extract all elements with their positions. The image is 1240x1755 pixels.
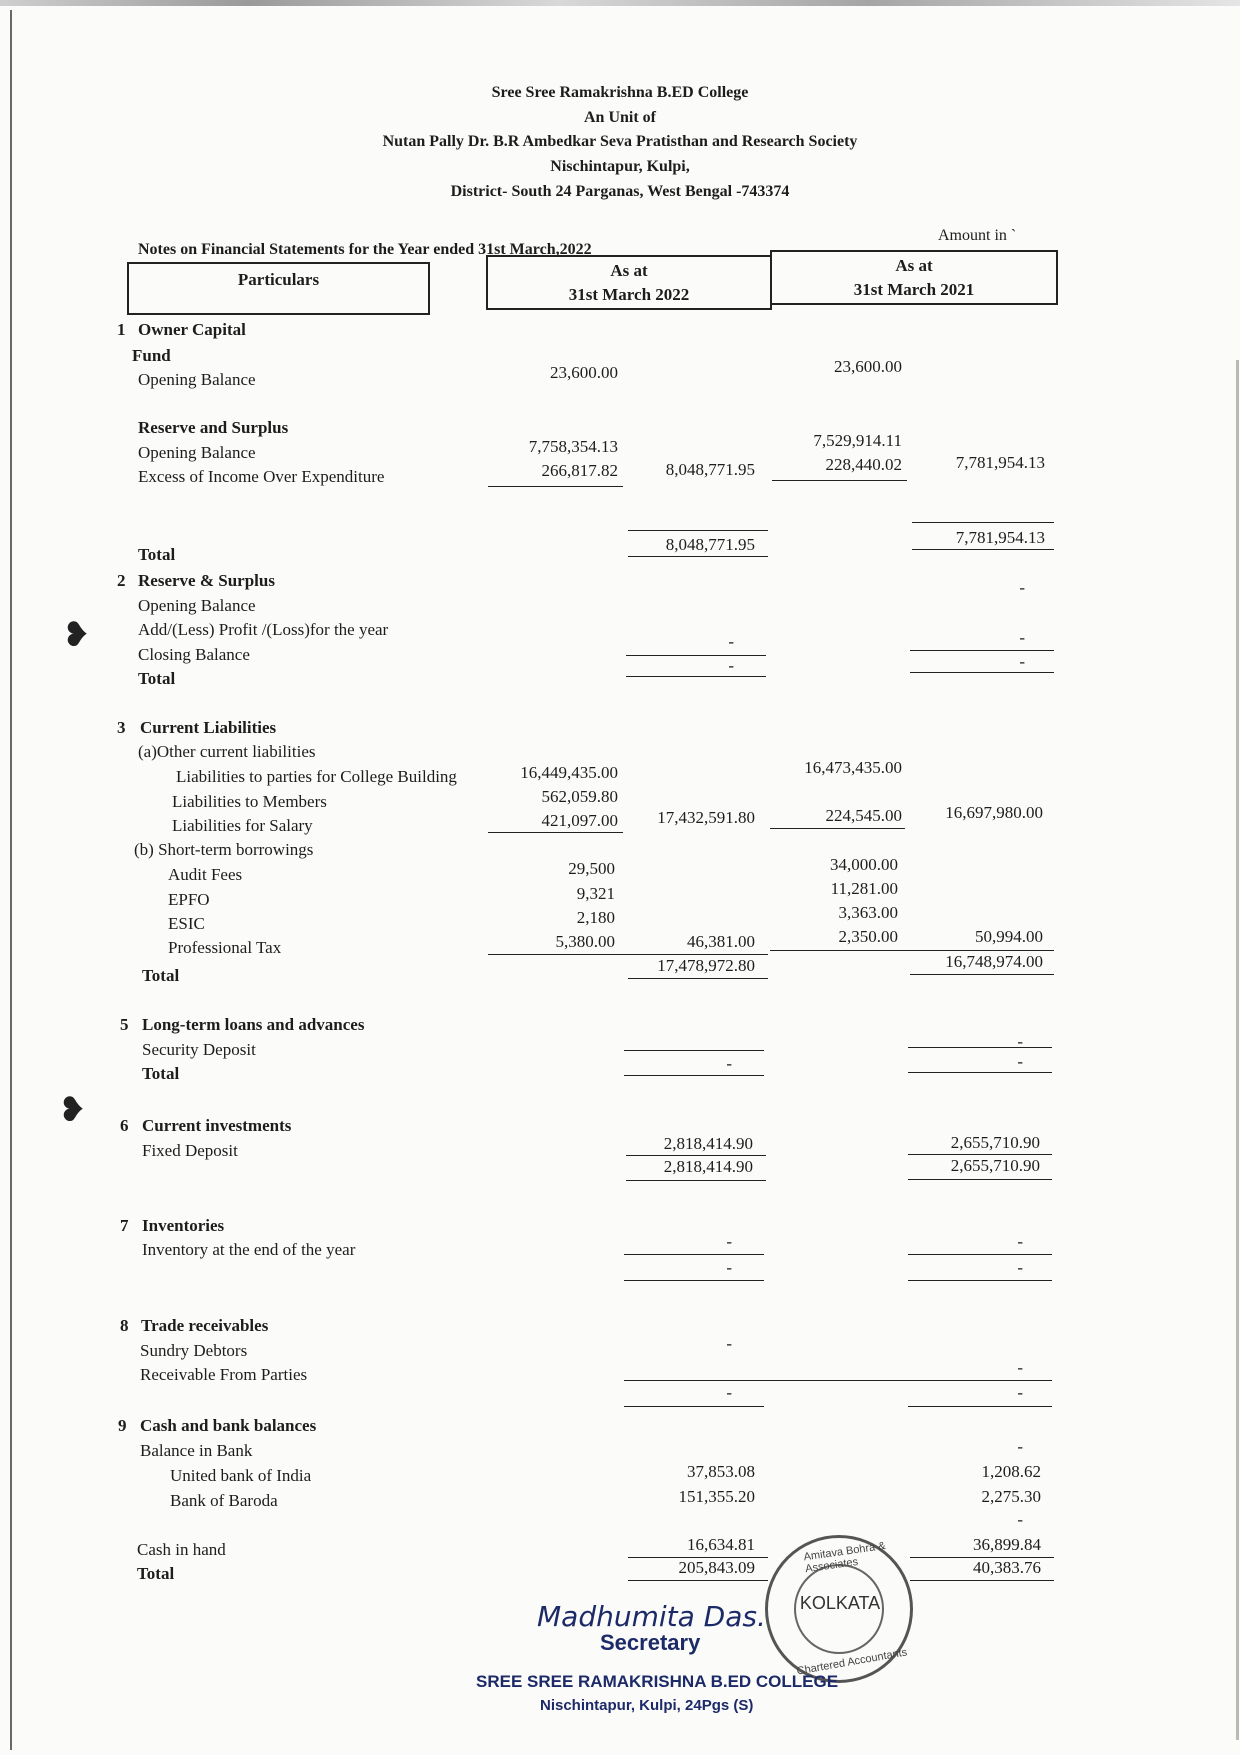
rule (908, 1072, 1052, 1073)
date-2022: 31st March 2022 (568, 285, 690, 304)
dash-cell: - (1019, 628, 1025, 647)
row-label: United bank of India (170, 1466, 312, 1485)
unit-of: An Unit of (583, 109, 656, 126)
fund-label: Fund (132, 346, 171, 365)
column-header-2021 (770, 250, 1058, 305)
value-cell: 562,059.80 (541, 787, 618, 806)
date-2021: 31st March 2021 (853, 280, 975, 299)
rule (910, 974, 1054, 975)
value-cell: 2,180 (576, 908, 615, 927)
society-name: Nutan Pally Dr. B.R Ambedkar Seva Pratisthan and Research Society (382, 133, 858, 150)
dash-cell: - (1017, 1052, 1023, 1071)
particulars-label: Particulars (237, 270, 320, 289)
dash-cell: - (1017, 1232, 1023, 1251)
value-cell: 2,350.00 (838, 927, 898, 946)
rule (488, 832, 623, 833)
value-cell: 2,655,710.90 (950, 1133, 1040, 1152)
rule (908, 1047, 1052, 1048)
address-line-1: Nischintapur, Kulpi, (550, 158, 690, 175)
row-label: Audit Fees (168, 865, 243, 884)
dash-cell: - (1019, 578, 1025, 597)
rule (628, 978, 768, 979)
rule (770, 828, 905, 829)
value-cell: 2,818,414.90 (663, 1134, 753, 1153)
rule (626, 676, 766, 677)
subtotal-cell: 7,781,954.13 (955, 453, 1045, 472)
value-cell: 1,208.62 (981, 1462, 1041, 1481)
value-cell: 34,000.00 (830, 855, 898, 874)
rule (912, 522, 1054, 523)
rule (910, 650, 1054, 651)
row-label: Opening Balance (138, 443, 256, 462)
scan-edge-left (10, 10, 12, 1750)
rule (624, 1075, 764, 1076)
rule (628, 1580, 768, 1581)
rule (624, 1254, 764, 1255)
rule (908, 1254, 1052, 1255)
rule (910, 672, 1054, 673)
total-cell: 2,818,414.90 (663, 1157, 753, 1176)
auditor-seal (765, 1535, 913, 1683)
rule (772, 480, 907, 481)
total-label: Total (138, 545, 176, 564)
dash-cell: - (726, 1383, 732, 1402)
subtotal-cell: 16,697,980.00 (945, 803, 1043, 822)
row-label: Bank of Baroda (170, 1491, 278, 1510)
row-label: Sundry Debtors (140, 1341, 248, 1360)
rule (488, 486, 623, 487)
total-label: Total (142, 966, 180, 985)
total-cell: 7,781,954.13 (955, 528, 1045, 547)
row-label: (b) Short-term borrowings (134, 840, 314, 859)
dash-cell: - (1017, 1258, 1023, 1277)
dash-cell: - (728, 656, 734, 675)
note-number: 8 (120, 1316, 129, 1335)
row-label: Add/(Less) Profit /(Loss)for the year (138, 620, 389, 639)
total-cell: 205,843.09 (678, 1558, 755, 1577)
total-cell: 16,748,974.00 (945, 952, 1043, 971)
seal-center-text: KOLKATA (799, 1593, 881, 1613)
value-cell: 3,363.00 (838, 903, 898, 922)
rule (912, 549, 1054, 550)
value-cell: 2,275.30 (981, 1487, 1041, 1506)
total-label: Total (138, 669, 176, 688)
row-label: ESIC (168, 914, 205, 933)
as-at-label: As at (895, 256, 933, 275)
row-label: Opening Balance (138, 596, 256, 615)
section-title: Current Liabilities (140, 718, 277, 737)
value-cell: 36,899.84 (973, 1535, 1041, 1554)
row-label: Liabilities for Salary (172, 816, 313, 835)
section-title: Reserve & Surplus (138, 571, 275, 590)
value-cell: 5,380.00 (555, 932, 615, 951)
value-cell: 151,355.20 (678, 1487, 755, 1506)
dash-cell: - (726, 1054, 732, 1073)
subtotal-cell: 46,381.00 (687, 932, 755, 951)
row-label: Liabilities to parties for College Building (176, 767, 457, 786)
note-number: 7 (120, 1216, 129, 1235)
rule (624, 1380, 1052, 1381)
rule (628, 530, 768, 531)
row-label: Balance in Bank (140, 1441, 253, 1460)
value-cell: 37,853.08 (687, 1462, 755, 1481)
value-cell: 224,545.00 (825, 806, 902, 825)
particulars-header (127, 262, 430, 315)
rule (628, 556, 768, 557)
amount-unit: Amount in ` (938, 227, 1017, 244)
row-label: Inventory at the end of the year (142, 1240, 356, 1259)
rule (908, 1179, 1052, 1180)
row-label: Closing Balance (138, 645, 250, 664)
row-label: (a)Other current liabilities (138, 742, 316, 761)
stamp-secretary: Secretary (600, 1630, 701, 1655)
seal-ring-top: Amitava Bohra & Associates (802, 1540, 887, 1576)
row-label: EPFO (168, 890, 210, 909)
dash-cell: - (1017, 1358, 1023, 1377)
value-cell: 11,281.00 (830, 879, 898, 898)
value-cell: 7,758,354.13 (528, 437, 618, 456)
total-cell: 2,655,710.90 (950, 1156, 1040, 1175)
dash-cell: - (728, 632, 734, 651)
rule (626, 1155, 766, 1156)
row-label: Opening Balance (138, 370, 256, 389)
rule (624, 1050, 764, 1051)
value-cell: 7,529,914.11 (813, 431, 902, 450)
total-cell: 17,478,972.80 (657, 956, 755, 975)
stamp-college-name: SREE SREE RAMAKRISHNA B.ED COLLEGE (476, 1672, 839, 1691)
value-cell: 16,634.81 (687, 1535, 755, 1554)
total-cell: 8,048,771.95 (665, 535, 755, 554)
row-label: Fixed Deposit (142, 1141, 238, 1160)
row-label: Professional Tax (168, 938, 282, 957)
section-title: Trade receivables (141, 1316, 269, 1335)
value-cell: 228,440.02 (825, 455, 902, 474)
rule (770, 950, 1054, 951)
section-title: Cash and bank balances (140, 1416, 317, 1435)
value-cell: 421,097.00 (541, 811, 618, 830)
subtotal-cell: 50,994.00 (975, 927, 1043, 946)
section-title: Inventories (142, 1216, 225, 1235)
note-number: 9 (118, 1416, 127, 1435)
dash-cell: - (1017, 1383, 1023, 1402)
dash-cell: - (726, 1232, 732, 1251)
rule (488, 954, 768, 955)
section-title: Long-term loans and advances (142, 1015, 365, 1034)
seal-ring-bottom: Chartered Accountants (795, 1646, 909, 1678)
section-title: Owner Capital (138, 320, 246, 339)
scan-edge-right (1236, 360, 1239, 1740)
stamp-address: Nischintapur, Kulpi, 24Pgs (S) (540, 1697, 754, 1714)
college-name: Sree Sree Ramakrishna B.ED College (491, 84, 749, 101)
dash-cell: - (1017, 1510, 1023, 1529)
rule (908, 1154, 1052, 1155)
notes-title: Notes on Financial Statements for the Year ended 31st March,2022 (138, 241, 592, 258)
value-cell: 29,500 (568, 859, 615, 878)
rule (626, 1180, 766, 1181)
row-label: Security Deposit (142, 1040, 256, 1059)
total-cell: 40,383.76 (973, 1558, 1041, 1577)
rule (910, 1580, 1054, 1581)
dash-cell: - (726, 1258, 732, 1277)
subtotal-cell: 8,048,771.95 (665, 460, 755, 479)
smudge-mark: ❥ (58, 1092, 87, 1129)
total-label: Total (137, 1564, 175, 1583)
note-number: 2 (117, 571, 126, 590)
column-header-2022 (486, 255, 772, 310)
subtotal-cell: 17,432,591.80 (657, 808, 755, 827)
value-cell: 16,473,435.00 (804, 758, 902, 777)
note-number: 3 (117, 718, 126, 737)
rule (908, 1280, 1052, 1281)
dash-cell: - (1017, 1032, 1023, 1051)
rule (908, 1406, 1052, 1407)
dash-cell: - (1019, 652, 1025, 671)
subsection-title: Reserve and Surplus (138, 418, 289, 437)
note-number: 1 (117, 320, 126, 339)
handwritten-signature: Madhumita Das. (537, 1600, 766, 1633)
rule (624, 1406, 764, 1407)
row-label: Receivable From Parties (140, 1365, 308, 1384)
note-number: 6 (120, 1116, 129, 1135)
total-label: Total (142, 1064, 180, 1083)
row-label: Cash in hand (137, 1540, 226, 1559)
value-cell: 9,321 (576, 884, 615, 903)
rule (624, 1280, 764, 1281)
value-cell: 266,817.82 (541, 461, 618, 480)
note-number: 5 (120, 1015, 129, 1034)
smudge-mark: ❥ (62, 617, 91, 654)
value-cell: 16,449,435.00 (520, 763, 618, 782)
row-label: Excess of Income Over Expenditure (138, 467, 385, 486)
value-cell: 23,600.00 (550, 363, 618, 382)
as-at-label: As at (610, 261, 648, 280)
value-cell: 23,600.00 (834, 357, 902, 376)
row-label: Liabilities to Members (172, 792, 327, 811)
address-line-2: District- South 24 Parganas, West Bengal -743374 (450, 183, 790, 200)
dash-cell: - (1017, 1437, 1023, 1456)
dash-cell: - (726, 1334, 732, 1353)
scan-edge (0, 0, 1240, 6)
section-title: Current investments (142, 1116, 292, 1135)
